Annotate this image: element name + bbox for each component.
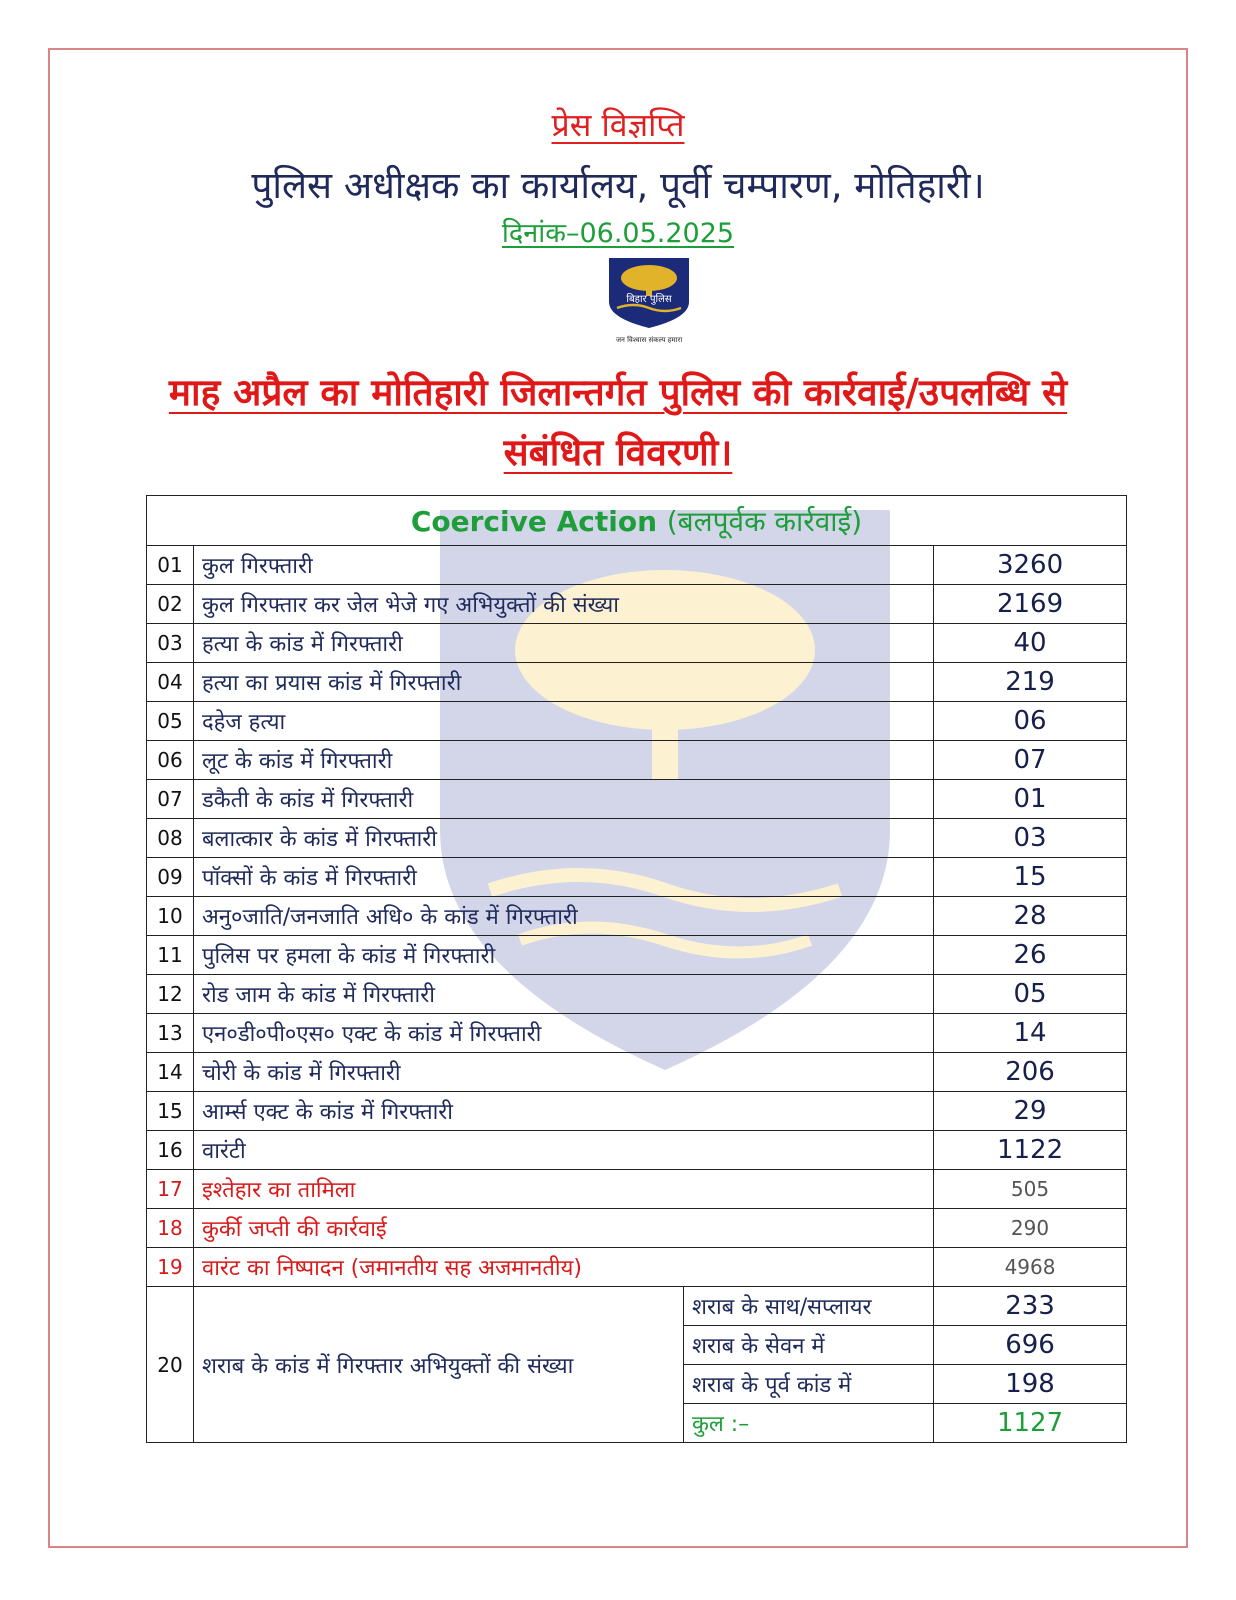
subject-line-2: संबंधित विवरणी। [503,431,733,474]
table-row: 06 लूट के कांड में गिरफ्तारी 07 [147,741,1127,780]
table-row: 01 कुल गिरफ्तारी 3260 [147,546,1127,585]
table-row: 15 आर्म्स एक्ट के कांड में गिरफ्तारी 29 [147,1092,1127,1131]
table-row: 10 अनु०जाति/जनजाति अधि० के कांड में गिरफ्तारी 28 [147,897,1127,936]
coercive-action-table [146,495,1127,1443]
total-label: कुल :– [684,1404,934,1443]
table-row: 17 इश्तेहार का तामिला 505 [147,1170,1127,1209]
table-row: शराब के पूर्व कांड में 198 [147,1365,1127,1404]
table-row: 18 कुर्की जप्ती की कार्रवाई 290 [147,1209,1127,1248]
liquor-cases-label: शराब के कांड में गिरफ्तार अभियुक्तों की संख्या [194,1287,684,1443]
table-row: 04 हत्या का प्रयास कांड में गिरफ्तारी 219 [147,663,1127,702]
table-row: 19 वारंट का निष्पादन (जमानतीय सह अजमानतीय) 4968 [147,1248,1127,1287]
table-row: 05 दहेज हत्या 06 [147,702,1127,741]
table-heading: Coercive Action (बलपूर्वक कार्रवाई) [147,496,1127,546]
release-date: दिनांक–06.05.2025 [501,218,735,249]
office-name: पुलिस अधीक्षक का कार्यालय, पूर्वी चम्पारण, मोतिहारी। [251,164,985,207]
table-row: 08 बलात्कार के कांड में गिरफ्तारी 03 [147,819,1127,858]
table-row: 11 पुलिस पर हमला के कांड में गिरफ्तारी 26 [147,936,1127,975]
total-value: 1127 [934,1404,1127,1443]
table-row: 03 हत्या के कांड में गिरफ्तारी 40 [147,624,1127,663]
logo-motto: जन विश्वास संकल्प हमारा [615,336,683,344]
table-row: 02 कुल गिरफ्तार कर जेल भेजे गए अभियुक्तों की संख्या 2169 [147,585,1127,624]
press-release-title: प्रेस विज्ञप्ति [551,106,685,144]
table-row: 07 डकैती के कांड में गिरफ्तारी 01 [147,780,1127,819]
logo-text: बिहार पुलिस [626,294,672,305]
table-row: 12 रोड जाम के कांड में गिरफ्तारी 05 [147,975,1127,1014]
table-row: शराब के सेवन में 696 [147,1326,1127,1365]
subject-heading [0,363,1236,483]
table-row: 14 चोरी के कांड में गिरफ्तारी 206 [147,1053,1127,1092]
bihar-police-logo [603,256,695,346]
table-row: 16 वारंटी 1122 [147,1131,1127,1170]
table-row: 09 पॉक्सों के कांड में गिरफ्तारी 15 [147,858,1127,897]
table-row: 20 शराब के कांड में गिरफ्तार अभियुक्तों की संख्या शराब के साथ/सप्लायर 233 [147,1287,1127,1326]
table-row: 13 एन०डी०पी०एस० एक्ट के कांड में गिरफ्तारी 14 [147,1014,1127,1053]
subject-line-1: माह अप्रैल का मोतिहारी जिलान्तर्गत पुलिस की कार्रवाई/उपलब्धि से [168,371,1068,414]
